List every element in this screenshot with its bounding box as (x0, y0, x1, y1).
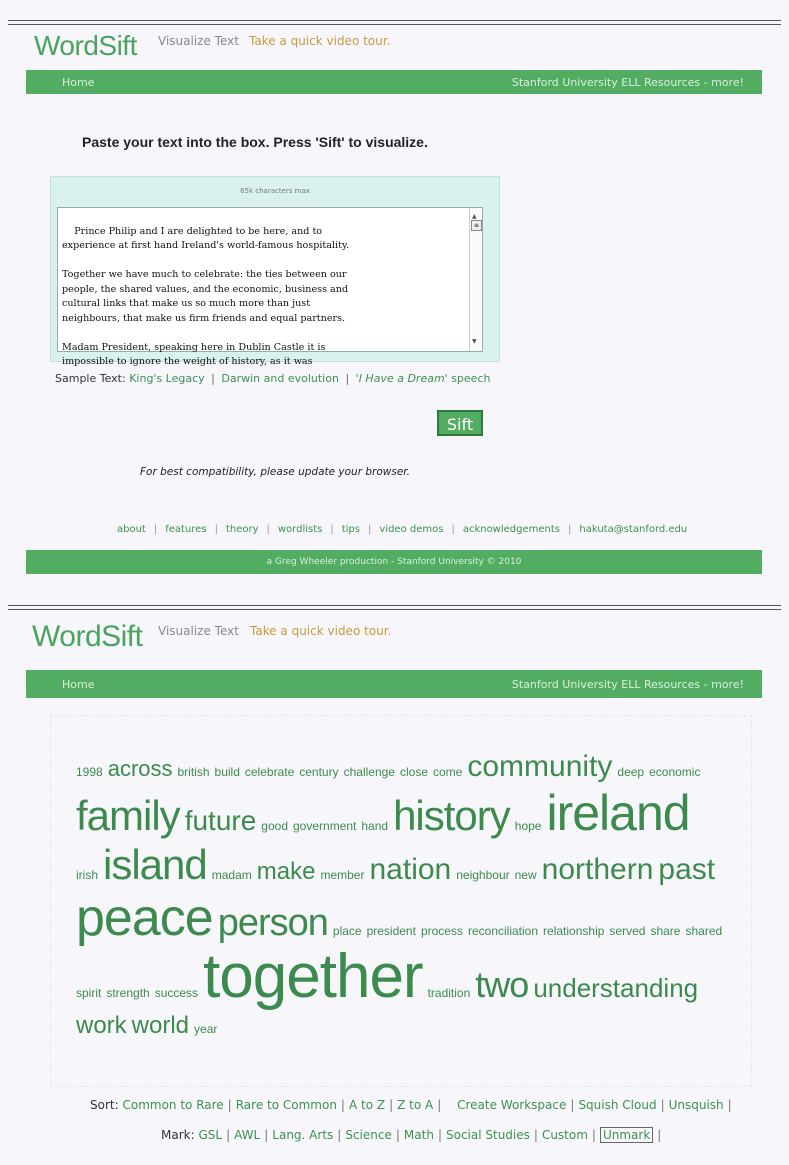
scroll-grip-icon[interactable]: ≡ (471, 220, 482, 231)
top-divider (8, 605, 781, 606)
cloud-word[interactable]: good (261, 819, 288, 833)
cloud-word[interactable]: member (320, 868, 365, 882)
mark-label: Mark: (161, 1128, 195, 1142)
cloud-word[interactable]: strength (106, 986, 150, 1000)
mark-awl[interactable]: AWL (234, 1128, 261, 1142)
video-tour-link[interactable]: Take a quick video tour. (250, 624, 392, 638)
cloud-word[interactable]: reconciliation (467, 924, 539, 938)
cloud-row (76, 841, 716, 890)
nav-resources-link[interactable]: Stanford University ELL Resources - more! (511, 678, 744, 691)
cloud-word[interactable]: hope (514, 819, 542, 833)
cloud-row (76, 1014, 217, 1042)
cloud-word[interactable]: hand (361, 819, 389, 833)
mark-science[interactable]: Science (345, 1128, 392, 1142)
cloud-word[interactable]: deep (617, 765, 645, 779)
sample-darwin-link[interactable]: Darwin and evolution (221, 372, 339, 385)
top-divider (8, 609, 781, 610)
top-divider (8, 24, 781, 25)
cloud-word[interactable]: government (293, 819, 357, 833)
footer-email-link[interactable]: hakuta@stanford.edu (579, 524, 688, 535)
nav-home-link[interactable]: Home (62, 76, 95, 89)
cloud-word[interactable]: northern (541, 853, 654, 886)
mark-custom[interactable]: Custom (541, 1128, 588, 1142)
cloud-word[interactable]: tradition (427, 986, 471, 1000)
cloud-word[interactable]: new (514, 868, 537, 882)
footer-features-link[interactable]: features (165, 524, 207, 535)
cloud-word[interactable]: person (217, 902, 328, 944)
unsquish-link[interactable]: Unsquish (668, 1098, 724, 1112)
sift-button[interactable]: Sift (437, 410, 483, 436)
cloud-word[interactable]: 1998 (76, 765, 103, 779)
nav-bar (26, 70, 762, 94)
cloud-word[interactable]: make (256, 858, 316, 885)
separator: | (345, 372, 350, 385)
separator: | (211, 372, 215, 385)
sort-a-to-z[interactable]: A to Z (348, 1098, 386, 1112)
sort-common-to-rare[interactable]: Common to Rare (122, 1098, 224, 1112)
cloud-word[interactable]: president (366, 924, 416, 938)
mark-math[interactable]: Math (403, 1128, 434, 1142)
cloud-row (76, 889, 723, 948)
cloud-word[interactable]: peace (76, 889, 213, 947)
char-limit-label: 65k characters max (240, 187, 310, 195)
logo[interactable]: WordSift (32, 620, 143, 653)
compatibility-note: For best compatibility, please update your browser. (140, 466, 410, 478)
scroll-down-icon[interactable]: ▼ (472, 337, 477, 345)
cloud-word[interactable]: celebrate (244, 765, 295, 779)
cloud-word[interactable]: challenge (343, 765, 395, 779)
cloud-word[interactable]: world (131, 1012, 190, 1039)
scroll-up-icon[interactable]: ▲ (472, 213, 477, 220)
footer-tips-link[interactable]: tips (341, 524, 360, 535)
unmark-button[interactable]: Unmark (600, 1127, 653, 1143)
sample-dream-suffix[interactable]: speech (451, 372, 491, 385)
sort-rare-to-common[interactable]: Rare to Common (235, 1098, 337, 1112)
create-workspace-link[interactable]: Create Workspace (457, 1098, 567, 1112)
sort-label: Sort: (90, 1098, 119, 1112)
cloud-row (76, 785, 690, 841)
video-tour-link[interactable]: Take a quick video tour. (249, 34, 391, 48)
cloud-word[interactable]: history (393, 792, 510, 839)
top-divider (8, 20, 781, 21)
mark-gsl[interactable]: GSL (198, 1128, 223, 1142)
nav-home-link[interactable]: Home (62, 678, 95, 691)
cloud-word[interactable]: success (154, 986, 199, 1000)
cloud-word[interactable]: process (420, 924, 463, 938)
sample-kings-legacy-link[interactable]: King's Legacy (129, 372, 205, 385)
text-scrollbar[interactable] (469, 208, 482, 351)
logo[interactable]: WordSift (34, 30, 137, 61)
text-input[interactable] (57, 207, 483, 367)
cloud-row (76, 752, 700, 786)
cloud-word[interactable]: understanding (533, 973, 699, 1003)
page-subtitle: Visualize Text (158, 624, 239, 638)
nav-resources-link[interactable]: Stanford University ELL Resources - more! (511, 76, 744, 89)
cloud-word[interactable]: across (107, 756, 173, 781)
cloud-word[interactable]: future (184, 805, 257, 836)
page-subtitle: Visualize Text (158, 34, 239, 48)
cloud-word[interactable]: relationship (543, 924, 605, 938)
cloud-word[interactable]: ireland (546, 785, 690, 841)
cloud-word[interactable]: work (76, 1012, 127, 1039)
mark-social-studies[interactable]: Social Studies (445, 1128, 530, 1142)
text-input-panel (50, 176, 500, 367)
cloud-word[interactable]: british (177, 765, 210, 779)
cloud-word[interactable]: neighbour (456, 868, 510, 882)
cloud-word[interactable]: two (475, 964, 529, 1005)
mark-lang-arts[interactable]: Lang. Arts (272, 1128, 334, 1142)
sort-bar: Sort: Common to Rare | Rare to Common | A to Z | Z to A | Create Workspace | Squish Cloud | Unsquish | (90, 1098, 732, 1112)
cloud-word[interactable]: together (203, 942, 423, 1011)
text-input-value: Prince Philip and I are delighted to be here, and to experience at first hand Ireland's world-famous hospitality. Together we have much to celebrate: the ties between our people, the shared values, and the economic, business and cultural links that make us so much more than just neighbours, that make us firm friends and equal partners. Madam President, speaking here in Dublin Castle it is impossible to ignore the weight of history, as it was (62, 225, 350, 367)
cloud-word[interactable]: economic (649, 765, 701, 779)
cloud-word[interactable]: irish (76, 868, 99, 882)
cloud-word[interactable]: nation (369, 853, 452, 886)
cloud-word[interactable]: come (433, 765, 463, 779)
cloud-word[interactable]: served (609, 924, 646, 938)
cloud-word[interactable]: community (467, 750, 613, 783)
instruction-heading: Paste your text into the box. Press 'Sift' to visualize. (82, 134, 428, 150)
cloud-word[interactable]: build (214, 765, 240, 779)
sample-dream-link[interactable]: 'I Have a Dream' (355, 372, 448, 385)
mark-bar: Mark: GSL | AWL | Lang. Arts | Science | Math | Social Studies | Custom | Unmark | (161, 1128, 662, 1142)
sample-text-label: Sample Text: (55, 372, 126, 385)
cloud-word[interactable]: year (194, 1022, 218, 1036)
footer-wordlists-link[interactable]: wordlists (277, 524, 323, 535)
squish-cloud-link[interactable]: Squish Cloud (578, 1098, 657, 1112)
sort-z-to-a[interactable]: Z to A (397, 1098, 434, 1112)
cloud-word[interactable]: spirit (76, 986, 102, 1000)
cloud-word[interactable]: madam (211, 868, 252, 882)
cloud-word[interactable]: share (650, 924, 681, 938)
sample-text-bar (55, 372, 490, 385)
footer-acknowledgements-link[interactable]: acknowledgements (462, 524, 561, 535)
cloud-row (76, 942, 699, 1012)
footer-links: about | features | theory | wordlists | tips | video demos | acknowledgements | hakuta@stanford.edu (117, 524, 688, 535)
nav-bar (26, 670, 762, 698)
footer-theory-link[interactable]: theory (225, 524, 259, 535)
footer-bar: a Greg Wheeler production - Stanford University © 2010 (26, 550, 762, 574)
footer-video-demos-link[interactable]: video demos (379, 524, 444, 535)
cloud-word[interactable]: shared (685, 924, 723, 938)
cloud-word[interactable]: place (332, 924, 362, 938)
cloud-word[interactable]: century (299, 765, 339, 779)
cloud-word[interactable]: island (103, 841, 207, 888)
cloud-word[interactable]: close (399, 765, 428, 779)
footer-about-link[interactable]: about (117, 524, 146, 535)
cloud-word[interactable]: family (76, 792, 180, 839)
cloud-word[interactable]: past (658, 853, 716, 886)
